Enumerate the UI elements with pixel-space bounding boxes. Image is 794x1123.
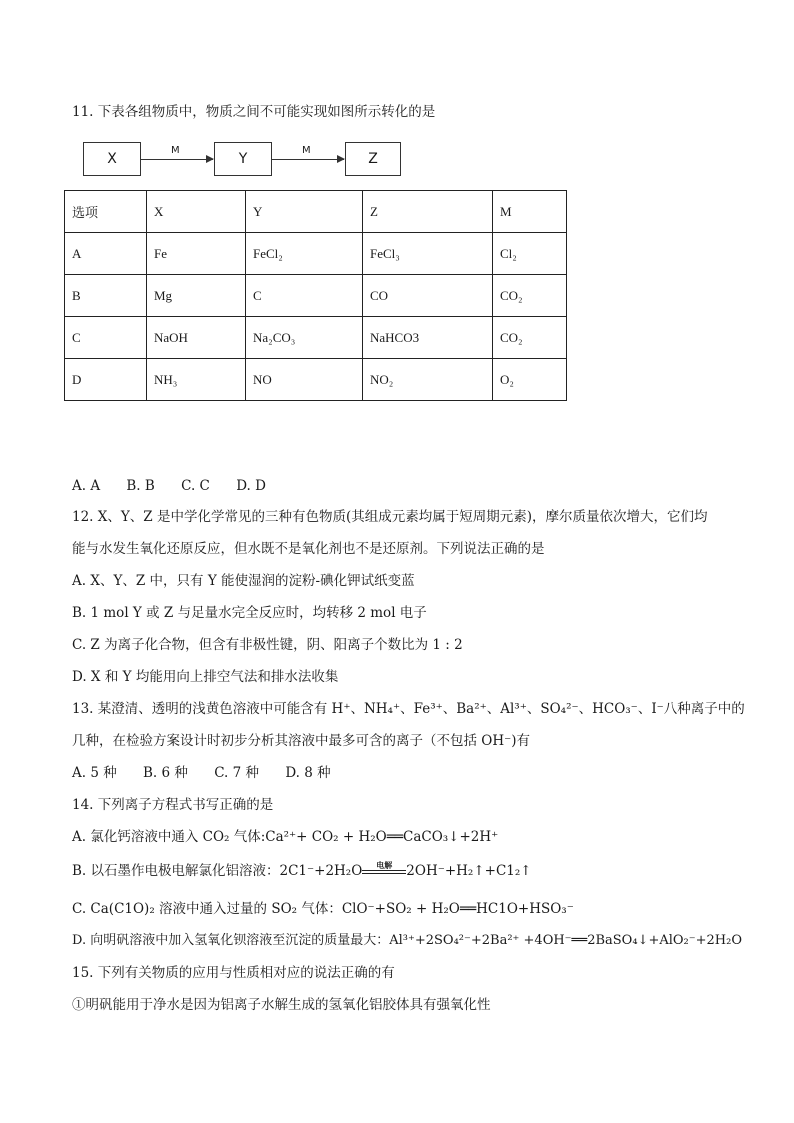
flow-arrow-1 — [141, 159, 213, 160]
table-cell: C — [246, 275, 363, 317]
table-row — [65, 275, 567, 317]
table-cell: Cl₂ — [493, 233, 567, 275]
table-cell: FeCl₂ — [246, 233, 363, 275]
table-cell: NaOH — [147, 317, 246, 359]
table-header-cell: 选项 — [65, 191, 147, 233]
table-cell: Fe — [147, 233, 246, 275]
q13-choices — [72, 764, 353, 782]
q12-stem-line1: 12. X、Y、Z 是中学化学常见的三种有色物质(其组成元素均属于短周期元素)，摩尔质量依次增大，它们均 — [72, 509, 708, 525]
table-cell: Na₂CO₃ — [246, 317, 363, 359]
table-header-cell: M — [493, 191, 567, 233]
table-header-cell: Y — [246, 191, 363, 233]
table-cell: NO — [246, 359, 363, 401]
table-cell: NO₂ — [363, 359, 493, 401]
q14-option-a: A. 氯化钙溶液中通入 CO₂ 气体:Ca²⁺+ CO₂ + H₂O══CaCO₃↓+2H⁺ — [72, 829, 499, 845]
electrolysis-condition — [362, 860, 406, 877]
q14-option-b — [72, 862, 532, 880]
choice-d: D. 8 种 — [285, 765, 331, 781]
q13-stem-line2: 几种，在检验方案设计时初步分析其溶液中最多可含的离子（不包括 OH⁻)有 — [72, 733, 531, 749]
table-header-row — [65, 191, 567, 233]
flow-box-z: Z — [345, 142, 401, 176]
q11-choices — [72, 477, 288, 495]
q12-option-d: D. X 和 Y 均能用向上排空气法和排水法收集 — [72, 669, 339, 685]
table-cell: FeCl₃ — [363, 233, 493, 275]
choice-c: C. C — [181, 478, 210, 494]
choice-d: D. D — [236, 478, 266, 494]
choice-b: B. B — [126, 478, 155, 494]
q14-option-b-left: B. 以石墨作电极电解氯化铝溶液：2C1⁻+2H₂O — [72, 863, 363, 879]
table-cell: C — [65, 317, 147, 359]
table-cell: NaHCO3 — [363, 317, 493, 359]
electrolysis-label: 电解 — [376, 860, 393, 870]
q14-option-d: D. 向明矾溶液中加入氢氧化钡溶液至沉淀的质量最大：Al³⁺+2SO₄²⁻+2Ba²⁺ +4OH⁻══2BaSO₄↓+AlO₂⁻+2H₂O — [72, 933, 742, 948]
choice-a: A. 5 种 — [72, 765, 117, 781]
table-header-cell: Z — [363, 191, 493, 233]
q12-option-c: C. Z 为离子化合物，但含有非极性键，阴、阳离子个数比为 1 : 2 — [72, 637, 463, 653]
table-row — [65, 359, 567, 401]
table-cell: NH₃ — [147, 359, 246, 401]
table-row — [65, 233, 567, 275]
choice-a: A. A — [72, 478, 101, 494]
choice-b: B. 6 种 — [143, 765, 188, 781]
q12-option-b: B. 1 mol Y 或 Z 与足量水完全反应时，均转移 2 mol 电子 — [72, 605, 427, 621]
table-cell: Mg — [147, 275, 246, 317]
table-cell: D — [65, 359, 147, 401]
q12-stem-line2: 能与水发生氧化还原反应，但水既不是氧化剂也不是还原剂。下列说法正确的是 — [72, 541, 545, 557]
q14-option-b-right: 2OH⁻+H₂↑+C1₂↑ — [406, 863, 532, 879]
q15-item-1: ①明矾能用于净水是因为铝离子水解生成的氢氧化铝胶体具有强氧化性 — [72, 997, 491, 1013]
q15-stem: 15. 下列有关物质的应用与性质相对应的说法正确的有 — [72, 965, 395, 981]
choice-c: C. 7 种 — [214, 765, 260, 781]
q12-option-a: A. X、Y、Z 中，只有 Y 能使湿润的淀粉-碘化钾试纸变蓝 — [72, 573, 415, 589]
table-cell: O₂ — [493, 359, 567, 401]
q13-stem-line1: 13. 某澄清、透明的浅黄色溶液中可能含有 H⁺、NH₄⁺、Fe³⁺、Ba²⁺、Al³⁺、SO₄²⁻、HCO₃⁻、I⁻八种离子中的 — [72, 701, 745, 717]
table-cell: CO₂ — [493, 275, 567, 317]
flow-arrow-1-label: M — [171, 145, 180, 156]
table-cell: A — [65, 233, 147, 275]
table-cell: CO — [363, 275, 493, 317]
table-row — [65, 317, 567, 359]
flow-arrow-2-label: M — [302, 145, 311, 156]
flow-arrow-2 — [272, 159, 344, 160]
options-table — [64, 190, 567, 401]
table-header-cell: X — [147, 191, 246, 233]
q11-stem: 11. 下表各组物质中，物质之间不可能实现如图所示转化的是 — [72, 104, 436, 120]
q14-stem: 14. 下列离子方程式书写正确的是 — [72, 797, 274, 813]
table-cell: CO₂ — [493, 317, 567, 359]
q14-option-c: C. Ca(C1O)₂ 溶液中通入过量的 SO₂ 气体：ClO⁻+SO₂ + H₂O══HC1O+HSO₃⁻ — [72, 901, 574, 917]
flow-box-x: X — [83, 142, 141, 176]
table-cell: B — [65, 275, 147, 317]
flow-box-y: Y — [214, 142, 272, 176]
